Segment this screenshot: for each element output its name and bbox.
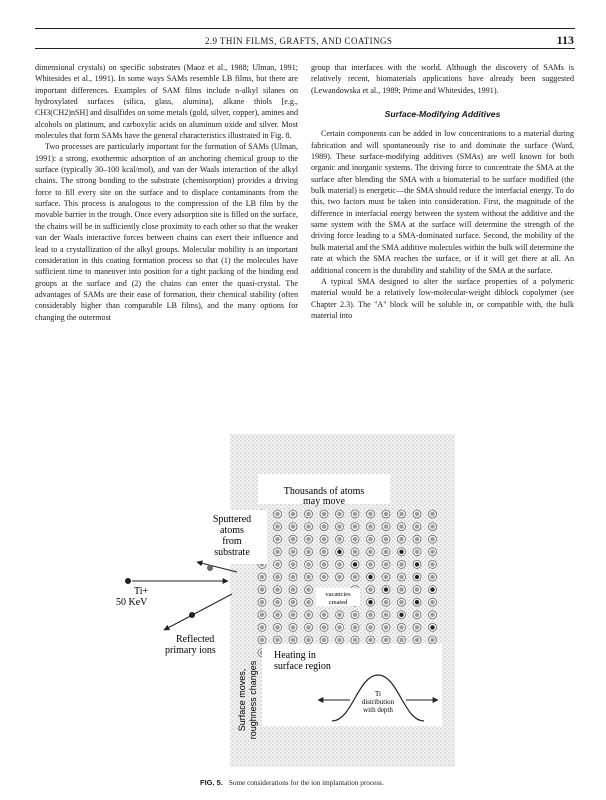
lattice-atom-core (430, 537, 434, 541)
lattice-atom-core (275, 512, 279, 516)
implanted-atom (384, 587, 388, 591)
lattice-atom-core (415, 613, 419, 617)
lattice-atom-core (384, 613, 388, 617)
lattice-atom-core (415, 524, 419, 528)
caption-text: Some considerations for the ion implantation process. (228, 779, 384, 787)
lattice-atom-core (337, 512, 341, 516)
lattice-atom-core (291, 524, 295, 528)
label-sputtered-1: Sputtered (212, 514, 252, 525)
lattice-atom-core (399, 512, 403, 516)
right-column (311, 62, 574, 321)
lattice-atom-core (275, 524, 279, 528)
lattice-atom-core (353, 575, 357, 579)
lattice-atom-core (384, 625, 388, 629)
implanted-atom (430, 625, 434, 629)
lattice-atom-core (353, 613, 357, 617)
lattice-atom-core (322, 625, 326, 629)
lattice-atom-core (275, 562, 279, 566)
lattice-atom-core (353, 550, 357, 554)
lattice-atom-core (306, 562, 310, 566)
label-heating-2: surface region (274, 661, 331, 672)
ion-implantation-figure (32, 432, 577, 772)
lattice-atom-core (353, 512, 357, 516)
lattice-atom-core (291, 625, 295, 629)
lattice-atom-core (384, 600, 388, 604)
lattice-atom-core (306, 600, 310, 604)
implanted-atom (368, 600, 372, 604)
header-rule-bottom (35, 48, 575, 49)
implanted-atom (399, 550, 403, 554)
lattice-atom-core (415, 550, 419, 554)
label-reflected-1: Reflected (176, 634, 215, 645)
lattice-atom-core (399, 600, 403, 604)
lattice-atom-core (260, 625, 264, 629)
lattice-atom-core (337, 625, 341, 629)
lattice-atom-core (260, 600, 264, 604)
lattice-atom-core (353, 638, 357, 642)
lattice-atom-core (337, 524, 341, 528)
lattice-atom-core (275, 638, 279, 642)
lattice-atom-core (291, 550, 295, 554)
lattice-atom-core (430, 512, 434, 516)
label-reflected-2: primary ions (165, 645, 216, 656)
lattice-atom-core (384, 537, 388, 541)
lattice-atom-core (275, 587, 279, 591)
lattice-atom-core (260, 587, 264, 591)
label-surface-1: Surface moves, (237, 668, 247, 732)
lattice-atom-core (368, 613, 372, 617)
label-thousands-1: Thousands of atoms (283, 486, 365, 497)
lattice-atom-core (322, 613, 326, 617)
lattice-atom-core (399, 638, 403, 642)
lattice-atom-core (384, 575, 388, 579)
lattice-atom-core (322, 550, 326, 554)
label-sputtered-4: substrate (214, 547, 250, 558)
lattice-atom-core (291, 537, 295, 541)
lattice-atom-core (399, 537, 403, 541)
page-number: 113 (556, 33, 574, 47)
running-header: 2.9 THIN FILMS, GRAFTS, AND COATINGS (205, 36, 393, 46)
lattice-atom-core (337, 575, 341, 579)
lattice-atom-core (430, 575, 434, 579)
label-thousands-2: may move (303, 496, 345, 507)
lattice-atom-core (368, 537, 372, 541)
lattice-atom-core (291, 587, 295, 591)
lattice-atom-core (384, 562, 388, 566)
caption-label: FIG. 5. (200, 778, 223, 787)
lattice-atom-core (415, 587, 419, 591)
label-heating-1: Heating in (274, 650, 316, 661)
lattice-atom-core (275, 575, 279, 579)
lattice-atom-core (275, 550, 279, 554)
lattice-atom-core (353, 524, 357, 528)
implanted-atom (415, 562, 419, 566)
lattice-atom-core (322, 512, 326, 516)
lattice-atom-core (430, 600, 434, 604)
reflect-arrow (164, 594, 232, 630)
lattice-atom-core (306, 613, 310, 617)
label-dist-2: distribution (361, 698, 395, 706)
label-vacancies-1: vacancies (325, 591, 351, 598)
lattice-atom-core (368, 550, 372, 554)
lattice-atom-core (306, 587, 310, 591)
implanted-atom (353, 562, 357, 566)
implanted-atom (430, 587, 434, 591)
lattice-atom-core (322, 537, 326, 541)
lattice-atom-core (291, 613, 295, 617)
lattice-atom-core (275, 613, 279, 617)
lattice-atom-core (337, 537, 341, 541)
lattice-atom-core (337, 613, 341, 617)
incoming-ion (125, 578, 131, 584)
label-dist-1: Ti (375, 690, 381, 698)
lattice-atom-core (430, 613, 434, 617)
lattice-atom-core (275, 625, 279, 629)
right-paragraph-2: Certain components can be added in low concentrations to a material during fabrication and will spontaneously rise to and dominate the surface (Ward, 1989). These surface-modifying additives (SMAs) are well known for both organic and inorganic systems. The driving force to concentrate the SMA at the surface after blending the SMA with a biomaterial to be surface modified (the bulk material) is energetic—the SMA should reduce the interfacial energy. To do this, two factors must be taken into consideration. First, the magnitude of the difference in interfacial energy between the system without the additive and the same system with the SMA at the surface will determine the strength of the driving force leading to a SMA-dominated surface. Second, the mobility of the bulk material and the SMA additive molecules within the bulk will determine the rate at which the SMA reaches the surface, or if it will get there at all. An additional concern is the durability and stability of the SMA at the surface. (311, 129, 574, 275)
lattice-atom-core (275, 600, 279, 604)
lattice-atom-core (291, 575, 295, 579)
right-paragraph-3: A typical SMA designed to alter the surface properties of a polymeric material would be a relatively low-molecular-weight diblock copolymer (see Chapter 2.3). The "A" block will be soluble in, or compatible with, the bulk material into (311, 276, 574, 320)
lattice-atom-core (306, 638, 310, 642)
lattice-atom-core (399, 575, 403, 579)
lattice-atom-core (384, 524, 388, 528)
label-surface-2: roughness changes (248, 660, 258, 740)
lattice-atom-core (353, 537, 357, 541)
lattice-atom-core (415, 512, 419, 516)
lattice-atom-core (368, 512, 372, 516)
lattice-atom-core (399, 562, 403, 566)
implanted-atom (337, 550, 341, 554)
lattice-atom-core (384, 638, 388, 642)
lattice-atom-core (399, 524, 403, 528)
lattice-atom-core (399, 587, 403, 591)
sputtered-atom (207, 565, 213, 571)
lattice-atom-core (368, 587, 372, 591)
section-subheading: Surface-Modifying Additives (384, 109, 501, 120)
lattice-atom-core (260, 575, 264, 579)
lattice-atom-core (368, 562, 372, 566)
lattice-atom-core (368, 638, 372, 642)
lattice-atom-core (415, 625, 419, 629)
lattice-atom-core (384, 512, 388, 516)
lattice-atom-core (430, 638, 434, 642)
lattice-atom-core (415, 638, 419, 642)
lattice-atom-core (260, 613, 264, 617)
lattice-atom-core (368, 625, 372, 629)
lattice-atom-core (306, 537, 310, 541)
right-paragraph-1: group that interfaces with the world. Although the discovery of SAMs is relatively recent, biomaterials applications have already been suggested (Lewandowska et al., 1989; Prime and Whitesides, 1991). (311, 63, 574, 95)
implanted-atom (415, 575, 419, 579)
lattice-atom-core (306, 524, 310, 528)
label-sputtered-2: atoms (220, 525, 244, 536)
lattice-atom-core (291, 512, 295, 516)
lattice-atom-core (353, 625, 357, 629)
lattice-atom-core (368, 524, 372, 528)
left-paragraph-2: Two processes are particularly important for the formation of SAMs (Ulman, 1991): a strong, exothermic adsorption of an anchoring chemical group to the surface (typically 30–100 kcal/mol), and van der Waals interaction of the alkyl chains. The strong bonding to the substrate (chemisorption) provides a driving force to fill every site on the surface and to displace contaminants from the surface. This process is analogous to the compression of the LB film by the movable barrier in the trough. Once every adsorption site is filled on the surface, the chains will be in sufficiently close proximity to each other so that the weaker van der Waals interactive forces between chains can exert their influence and lead to a crystallization of the alkyl groups. Molecular mobility is an important consideration in this coating formation process so that (1) the molecules have sufficient time to maneuver into position for a tight packing of the binding end groups at the surface and (2) the chains can enter the quasi-crystal. The advantages of SAMs are their ease of formation, their chemical stability (often considerably higher than comparable LB films), and the many options for changing the outermost (35, 142, 298, 322)
lattice-atom-core (322, 638, 326, 642)
label-ion-2: 50 KeV (116, 597, 148, 608)
lattice-atom-core (322, 524, 326, 528)
implanted-atom (399, 613, 403, 617)
lattice-atom-core (322, 575, 326, 579)
label-dist-3: with depth (363, 706, 393, 714)
lattice-atom-core (322, 562, 326, 566)
lattice-atom-core (275, 537, 279, 541)
lattice-atom-core (384, 550, 388, 554)
lattice-atom-core (337, 638, 341, 642)
implanted-atom (415, 600, 419, 604)
label-vacancies-2: created (328, 599, 348, 606)
lattice-atom-core (291, 600, 295, 604)
label-ion-1: Ti+ (134, 586, 149, 597)
lattice-atom-core (430, 524, 434, 528)
lattice-atom-core (306, 625, 310, 629)
header-rule-top (35, 28, 575, 29)
implanted-atom (368, 575, 372, 579)
lattice-atom-core (430, 550, 434, 554)
lattice-atom-core (291, 638, 295, 642)
lattice-atom-core (415, 537, 419, 541)
lattice-atom-core (306, 550, 310, 554)
lattice-atom-core (430, 562, 434, 566)
figure-caption (200, 778, 384, 787)
left-paragraph-1: dimensional crystals) on specific substrates (Maoz et al., 1988; Ulman, 1991; Whitesides et al., 1991). In some ways SAMs resemble LB films, but there are important differences. Examples of SAM films include n-alkyl silanes on hydroxylated surfaces (silica, glass, alumina), alkane thiols [e.g., CH3(CH2)nSH] and disulfides on some metals (gold, silver, copper), amines and alcohols on platinum, and carboxylic acids on aluminum oxide and silver. Most molecules that form SAMs have the general characteristics illustrated in Fig. 8. (35, 63, 298, 141)
lattice-atom-core (260, 638, 264, 642)
lattice-atom-core (337, 562, 341, 566)
label-sputtered-3: from (222, 536, 242, 547)
left-column (35, 62, 298, 323)
lattice-atom-core (306, 575, 310, 579)
reflected-ion (189, 612, 195, 618)
lattice-atom-core (291, 562, 295, 566)
lattice-atom-core (306, 512, 310, 516)
lattice-atom-core (399, 625, 403, 629)
